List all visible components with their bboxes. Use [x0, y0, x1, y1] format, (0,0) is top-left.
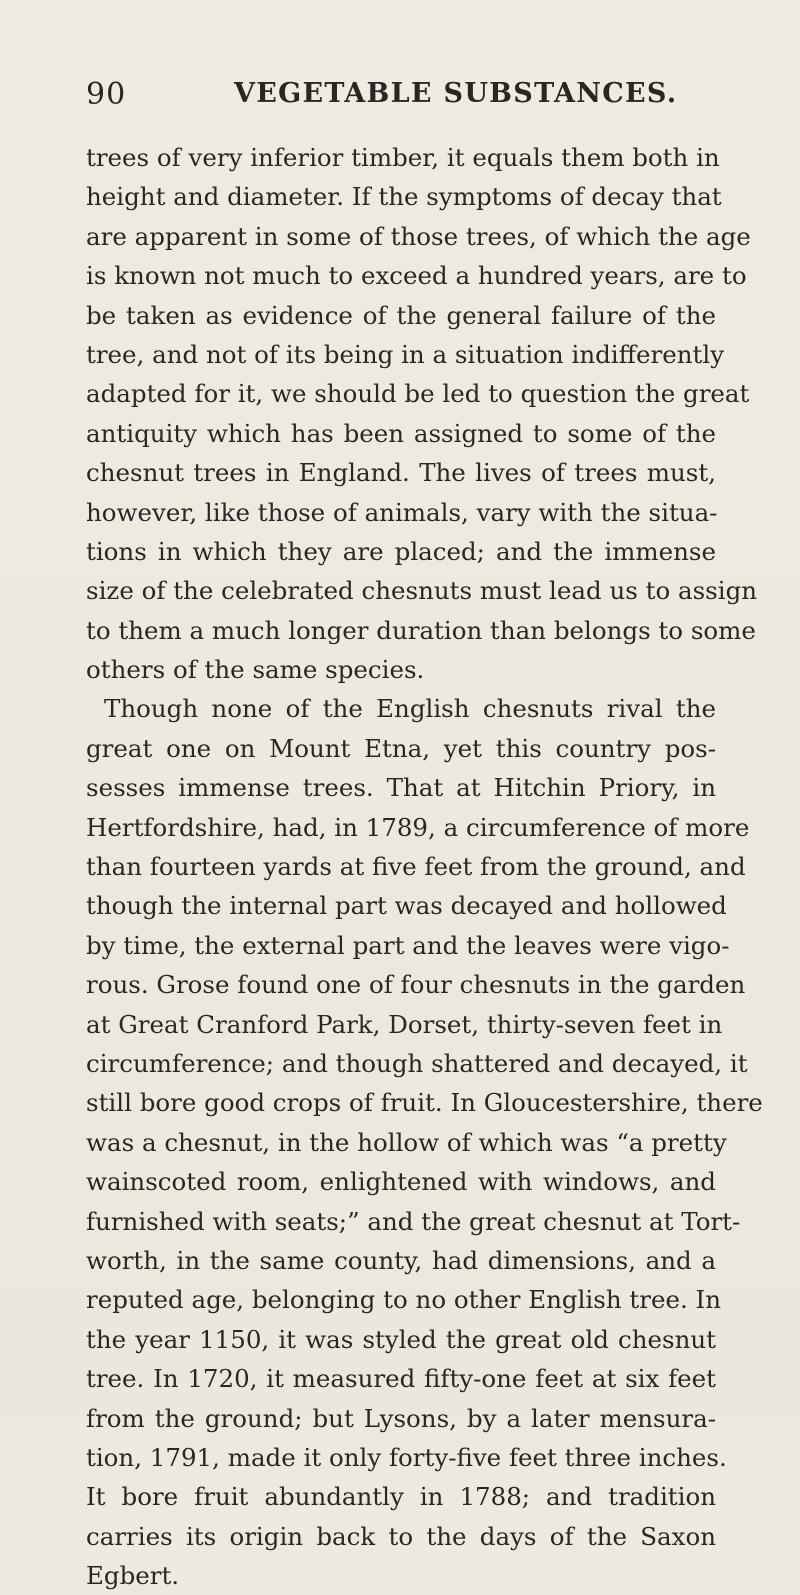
- page-header: [86, 77, 714, 117]
- running-head: VEGETABLE SUBSTANCES.: [234, 78, 678, 109]
- text-line: by time, the external part and the leaves were vigo-: [86, 930, 730, 960]
- text-line: than fourteen yards at five feet from the ground, and: [86, 852, 746, 882]
- text-line: circumference; and though shattered and decayed, it: [86, 1048, 748, 1078]
- text-line: though the internal part was decayed and hollowed: [86, 891, 727, 921]
- text-line: still bore good crops of fruit. In Gloucestershire, there: [86, 1088, 763, 1118]
- text-line: the year 1150, it was styled the great old chesnut: [86, 1324, 716, 1354]
- text-line: antiquity which has been assigned to some of the: [86, 418, 716, 448]
- text-line: be taken as evidence of the general failure of the: [86, 300, 716, 330]
- text-line: carries its origin back to the days of the Saxon: [86, 1521, 716, 1551]
- text-line: tree, and not of its being in a situation indifferently: [86, 339, 725, 369]
- text-line: wainscoted room, enlightened with windows, and: [86, 1167, 716, 1197]
- text-line: Though none of the English chesnuts rival the: [104, 694, 716, 724]
- text-line: is known not much to exceed a hundred years, are to: [86, 261, 747, 291]
- text-line: great one on Mount Etna, yet this country pos-: [86, 733, 716, 763]
- text-line: was a chesnut, in the hollow of which was “a pretty: [86, 1127, 727, 1157]
- text-line: chesnut trees in England. The lives of trees must,: [86, 458, 716, 488]
- text-line: furnished with seats;” and the great chesnut at Tort-: [86, 1206, 741, 1236]
- text-line: rous. Grose found one of four chesnuts in the garden: [86, 970, 746, 1000]
- text-line: tion, 1791, made it only forty-five feet three inches.: [86, 1442, 727, 1472]
- text-line: Hertfordshire, had, in 1789, a circumference of more: [86, 812, 750, 842]
- text-line: however, like those of animals, vary with the situa-: [86, 497, 718, 527]
- text-line: trees of very inferior timber, it equals them both in: [86, 143, 720, 172]
- text-line: Egbert.: [86, 1561, 180, 1591]
- text-line: worth, in the same county, had dimensions, and a: [86, 1245, 716, 1275]
- text-line: are apparent in some of those trees, of which the age: [86, 221, 751, 251]
- text-line: tions in which they are placed; and the immense: [86, 536, 716, 566]
- text-line: tree. In 1720, it measured fifty-one feet at six feet: [86, 1364, 716, 1394]
- text-line: height and diameter. If the symptoms of decay that: [86, 182, 722, 212]
- text-line: to them a much longer duration than belongs to some: [86, 615, 756, 645]
- text-line: adapted for it, we should be led to question the great: [86, 379, 750, 409]
- text-line: sesses immense trees. That at Hitchin Priory, in: [86, 773, 716, 803]
- text-line: size of the celebrated chesnuts must lead us to assign: [86, 576, 758, 606]
- text-line: It bore fruit abundantly in 1788; and tradition: [86, 1482, 716, 1512]
- page-number: 90: [86, 77, 127, 112]
- text-line: at Great Cranford Park, Dorset, thirty-seven feet in: [86, 1009, 723, 1039]
- text-line: from the ground; but Lysons, by a later mensura-: [86, 1403, 716, 1433]
- text-line: reputed age, belonging to no other English tree. In: [86, 1285, 721, 1315]
- text-line: others of the same species.: [86, 655, 425, 685]
- body-text: [86, 138, 763, 1595]
